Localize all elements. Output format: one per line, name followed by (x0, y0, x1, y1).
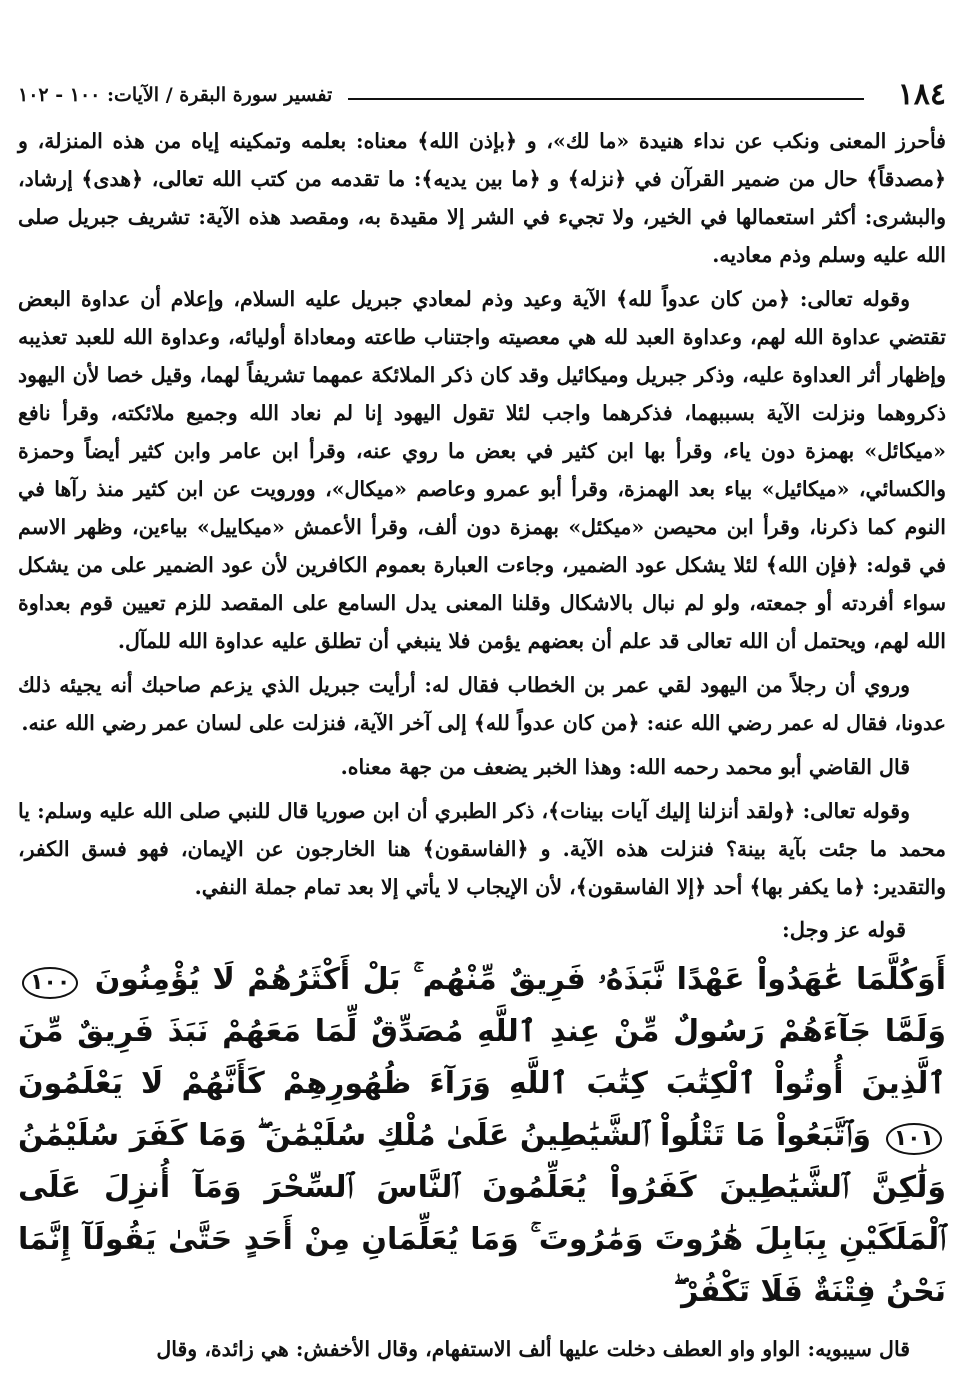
running-title: تفسير سورة البقرة / الآيات: ١٠٠ - ١٠٢ (18, 84, 333, 106)
header-rule (348, 98, 864, 100)
paragraph-3: وروي أن رجلاً من اليهود لقي عمر بن الخطاب فقال له: أرأيت جبريل الذي يزعم صاحبك أنه يجيئه ذلك عدونا، فقال له عمر رضي الله عنه: ﴿من كان عدواً لله﴾ إلى آخر الآية، فنزلت على لسان عمر رضي الله عنه. (18, 673, 946, 735)
paragraph-2: وقوله تعالى: ﴿من كان عدواً لله﴾ الآية وعيد وذم لمعادي جبريل عليه السلام، وإعلام أن عداوة البعض تقتضي عداوة الله لهم، وعداوة العبد لله هي معصيته واجتناب طاعته ومعاداة أوليائه، وعداوة الله للعبد تعذيبه وإظهار أثر العداوة عليه، وذكر جبريل وميكائيل وقد كان ذكر الملائكة عمهما تشريفاً لهما، وقيل خصا لأن اليهود ذكروهما ونزلت الآية بسببهما، فذكرهما واجب لئلا تقول اليهود إنا لم نعاد الله وجميع ملائكته، وقرأ نافع «ميكائل» بهمزة دون ياء، وقرأ بها ابن كثير في بعض ما روي عنه، وقرأ ابن عامر وابن كثير أيضاً وحمزة والكسائي، «ميكائيل» بياء بعد الهمزة، وقرأ أبو عمرو وعاصم «ميكال»، وورويت عن ابن كثير منذ رآها في النوم كما ذكرنا، وقرأ ابن محيصن «ميكئل» بهمزة دون ألف، وقرأ الأعمش «ميكاييل» بياءين، وظهر الاسم في قوله: ﴿فإن الله﴾ لئلا يشكل عود الضمير، وجاءت العبارة بعموم الكافرين لأن عود الضمير على من يشكل سواء أفردته أو جمعته، ولو لم نبال بالاشكال وقلنا المعنى يدل السامع على المقصد للزم تعيين قوم بعداوة الله لهم، ويحتمل أن الله تعالى قد علم أن بعضهم يؤمن فلا ينبغي أن تطلق عليه عداوة الله للمآل. (18, 287, 946, 653)
paragraph-1: فأحرز المعنى ونكب عن نداء هنيدة «ما لك»، و ﴿بإذن الله﴾ معناه: بعلمه وتمكينه إياه من هذه المنزلة، و ﴿مصدقاً﴾ حال من ضمير القرآن في ﴿نزله﴾ و ﴿ما بين يديه﴾: ما تقدمه من كتب الله تعالى، ﴿هدى﴾ إرشاد، والبشرى: أكثر استعمالها في الخير، ولا تجيء في الشر إلا مقيدة به، ومقصد هذه الآية: تشريف جبريل صلى الله عليه وسلم وذم معاديه. (18, 129, 946, 267)
ayah-number-100: ١٠٠ (22, 967, 78, 999)
page-header (18, 78, 946, 118)
final-paragraph: قال سيبويه: الواو واو العطف دخلت عليها ألف الاستفهام، وقال الأخفش: هي زائدة، وقال (156, 1337, 910, 1361)
quran-verses (18, 954, 946, 1318)
page-number: ١٨٤ (897, 77, 946, 112)
verse-102-text: وَٱتَّبَعُواْ مَا تَتْلُواْ ٱلشَّيَٰطِينُ عَلَىٰ مُلْكِ سُلَيْمَٰنَ ۖ وَمَا كَفَرَ سُلَيْمَٰنُ وَلَٰكِنَّ ٱلشَّيَٰطِينَ كَفَرُواْ يُعَلِّمُونَ ٱلنَّاسَ ٱلسِّحْرَ وَمَآ أُنزِلَ عَلَى ٱلْمَلَكَيْنِ بِبَابِلَ هَٰرُوتَ وَمَٰرُوتَ ۚ وَمَا يُعَلِّمَانِ مِنْ أَحَدٍ حَتَّىٰ يَقُولَآ إِنَّمَا نَحْنُ فِتْنَةٌ فَلَا تَكْفُرْ ۖ (18, 1118, 946, 1309)
verse-101-text: وَلَمَّا جَآءَهُمْ رَسُولٌ مِّنْ عِندِ ٱللَّهِ مُصَدِّقٌ لِّمَا مَعَهُمْ نَبَذَ فَرِيقٌ مِّنَ ٱلَّذِينَ أُوتُواْ ٱلْكِتَٰبَ كِتَٰبَ ٱللَّهِ وَرَآءَ ظُهُورِهِمْ كَأَنَّهُمْ لَا يَعْلَمُونَ (18, 1014, 946, 1101)
quran-intro: قوله عز وجل: (781, 917, 906, 942)
ayah-number-101: ١٠١ (886, 1123, 942, 1155)
verse-100-text: أَوَكُلَّمَا عَٰهَدُواْ عَهْدًا نَّبَذَهُۥ فَرِيقٌ مِّنْهُم ۚ بَلْ أَكْثَرُهُمْ لَا يُؤْمِنُونَ (94, 962, 946, 997)
page-body (18, 122, 946, 1389)
paragraph-5: وقوله تعالى: ﴿ولقد أنزلنا إليك آيات بينات﴾، ذكر الطبري أن ابن صوريا قال للنبي صلى الله عليه وسلم: يا محمد ما جئت بآية بينة؟ فنزلت هذه الآية. و ﴿الفاسقون﴾ هنا الخارجون عن الإيمان، فهو فسق الكفر، والتقدير: ﴿ما يكفر بها﴾ أحد ﴿إلا الفاسقون﴾، لأن الإيجاب لا يأتي إلا بعد تمام جملة النفي. (18, 799, 946, 899)
paragraph-4: قال القاضي أبو محمد رحمه الله: وهذا الخبر يضعف من جهة معناه. (340, 755, 910, 779)
